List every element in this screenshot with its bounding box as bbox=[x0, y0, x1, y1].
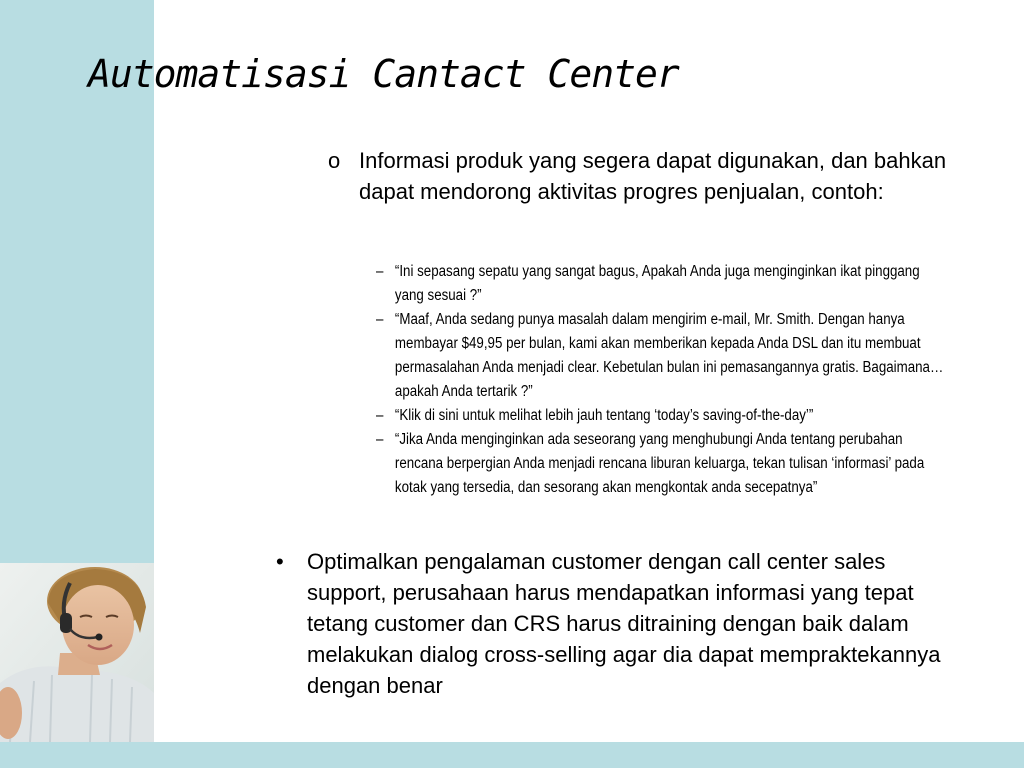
bottom-accent-band bbox=[0, 742, 1024, 768]
quote-item bbox=[376, 308, 944, 404]
quote-dash: – bbox=[376, 311, 384, 328]
quote-item bbox=[376, 428, 925, 500]
quote-text: “Jika Anda menginginkan ada seseorang yang menghubungi Anda tentang perubahan rencana berpergian Anda menjadi rencana liburan keluarga, tekan tulisan ‘informasi’ pada kotak yang tersedia, dan sesorang akan mengkontak anda secepatnya” bbox=[394, 431, 925, 496]
sub-bullet-text: Informasi produk yang segera dapat digunakan, dan bahkan dapat mendorong aktivitas progres penjualan, contoh: bbox=[359, 148, 947, 204]
quote-dash: – bbox=[376, 431, 384, 448]
example-quotes-list bbox=[376, 260, 944, 500]
quote-dash: – bbox=[376, 263, 384, 280]
quote-item bbox=[376, 404, 892, 428]
quote-text: “Ini sepasang sepatu yang sangat bagus, Apakah Anda juga menginginkan ikat pinggang yang sesuai ?” bbox=[394, 263, 920, 304]
sub-bullet-marker: o bbox=[328, 148, 341, 173]
call-center-agent-photo bbox=[0, 563, 154, 742]
quote-text: “Maaf, Anda sedang punya masalah dalam mengirim e-mail, Mr. Smith. Dengan hanya membayar $49,95 per bulan, kami akan memberikan kepada Anda DSL dan itu membuat permasalahan Anda menjadi clear. Kebetulan bulan ini pemasangannya gratis. Bagaimana… apakah Anda tertarik ?” bbox=[394, 311, 944, 400]
slide-title: Automatisasi Cantact Center bbox=[88, 52, 679, 96]
quote-text: “Klik di sini untuk melihat lebih jauh tentang ‘today’s saving-of-the-day’” bbox=[394, 407, 814, 424]
quote-item bbox=[376, 260, 920, 308]
main-bullet-marker: • bbox=[276, 549, 284, 574]
main-bullet-text: Optimalkan pengalaman customer dengan call center sales support, perusahaan harus mendapatkan informasi yang tepat tetang customer dan CRS harus ditraining dengan baik dalam melakukan dialog cross-selling agar dia dapat mempraktekannya dengan benar bbox=[307, 549, 941, 698]
quote-dash: – bbox=[376, 407, 384, 424]
